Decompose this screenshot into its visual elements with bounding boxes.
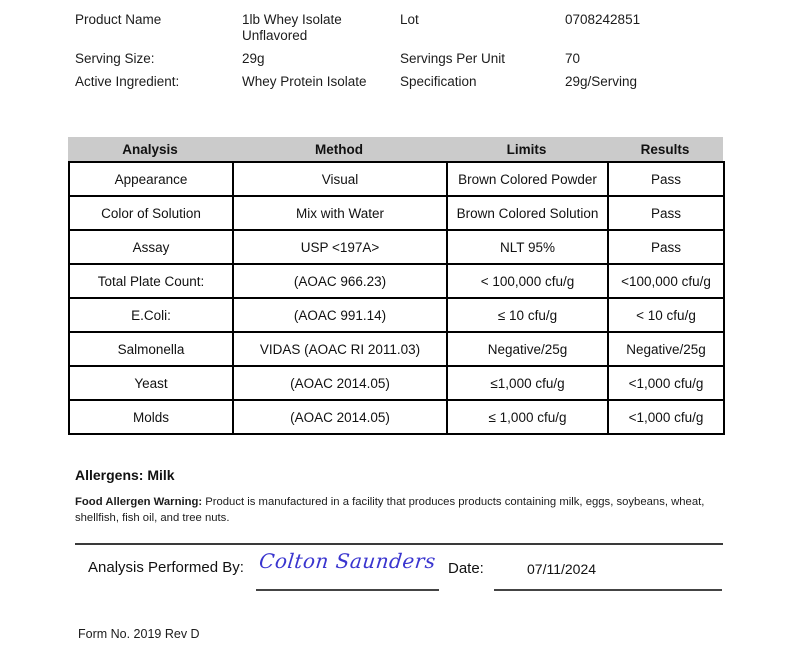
analysis-cell: Assay	[69, 230, 233, 264]
product-name-label: Product Name	[75, 12, 162, 27]
analysis-cell: Molds	[69, 400, 233, 434]
allergens-heading: Allergens: Milk	[75, 467, 175, 483]
results-cell: <1,000 cfu/g	[608, 366, 724, 400]
results-cell: <100,000 cfu/g	[608, 264, 724, 298]
date-value: 07/11/2024	[527, 561, 597, 577]
column-header-results: Results	[640, 141, 690, 157]
limits-cell: Negative/25g	[447, 332, 608, 366]
active-ingredient-value: Whey Protein Isolate	[242, 74, 367, 89]
results-cell: < 10 cfu/g	[608, 298, 724, 332]
analysis-table-header	[68, 137, 723, 161]
column-header-method: Method	[315, 141, 363, 157]
analysis-cell: Total Plate Count:	[69, 264, 233, 298]
table-row	[69, 298, 724, 332]
limits-cell: < 100,000 cfu/g	[447, 264, 608, 298]
active-ingredient-label: Active Ingredient:	[75, 74, 180, 89]
lot-label: Lot	[400, 12, 419, 27]
limits-cell: Brown Colored Powder	[447, 162, 608, 196]
analysis-table	[68, 161, 725, 435]
column-header-limits: Limits	[506, 141, 547, 157]
table-row	[69, 400, 724, 434]
method-cell: (AOAC 2014.05)	[233, 400, 447, 434]
method-cell: (AOAC 991.14)	[233, 298, 447, 332]
analyst-signature: Colton Saunders	[258, 549, 437, 573]
method-cell: Mix with Water	[233, 196, 447, 230]
method-cell: Visual	[233, 162, 447, 196]
analysis-cell: Appearance	[69, 162, 233, 196]
results-cell: <1,000 cfu/g	[608, 400, 724, 434]
table-row	[69, 196, 724, 230]
table-row	[69, 230, 724, 264]
table-row	[69, 162, 724, 196]
results-cell: Pass	[608, 230, 724, 264]
analysis-cell: Salmonella	[69, 332, 233, 366]
table-row	[69, 264, 724, 298]
food-allergen-warning	[75, 495, 727, 526]
servings-per-unit-value: 70	[565, 51, 581, 66]
serving-size-label: Serving Size:	[75, 51, 155, 66]
warning-label: Food Allergen Warning:	[75, 496, 203, 508]
method-cell: (AOAC 2014.05)	[233, 366, 447, 400]
analysis-cell: E.Coli:	[69, 298, 233, 332]
info-row	[75, 51, 735, 67]
separator-line	[75, 543, 723, 545]
product-info	[75, 12, 735, 97]
table-row	[69, 366, 724, 400]
method-cell: (AOAC 966.23)	[233, 264, 447, 298]
form-number: Form No. 2019 Rev D	[78, 627, 200, 641]
info-row	[75, 74, 735, 90]
info-row	[75, 12, 735, 44]
signature-underline	[256, 589, 439, 591]
lot-value: 0708242851	[565, 12, 641, 27]
specification-label: Specification	[400, 74, 477, 89]
results-cell: Negative/25g	[608, 332, 724, 366]
product-name-value: 1lb Whey Isolate Unflavored	[242, 12, 342, 43]
analysis-cell: Color of Solution	[69, 196, 233, 230]
date-underline	[494, 589, 722, 591]
analysis-cell: Yeast	[69, 366, 233, 400]
warning-text: Product is manufactured in a facility that produces products containing milk, eggs, soybeans, wheat, shellfish, fish oil, and tree nuts.	[75, 496, 705, 524]
specification-value: 29g/Serving	[565, 74, 638, 89]
servings-per-unit-label: Servings Per Unit	[400, 51, 506, 66]
method-cell: USP <197A>	[233, 230, 447, 264]
limits-cell: ≤ 10 cfu/g	[447, 298, 608, 332]
results-cell: Pass	[608, 196, 724, 230]
serving-size-value: 29g	[242, 51, 265, 66]
table-row	[69, 332, 724, 366]
limits-cell: ≤1,000 cfu/g	[447, 366, 608, 400]
date-label: Date:	[448, 560, 484, 577]
limits-cell: Brown Colored Solution	[447, 196, 608, 230]
limits-cell: ≤ 1,000 cfu/g	[447, 400, 608, 434]
limits-cell: NLT 95%	[447, 230, 608, 264]
column-header-analysis: Analysis	[122, 141, 178, 157]
method-cell: VIDAS (AOAC RI 2011.03)	[233, 332, 447, 366]
analysis-performed-by-label: Analysis Performed By:	[88, 559, 244, 576]
results-cell: Pass	[608, 162, 724, 196]
